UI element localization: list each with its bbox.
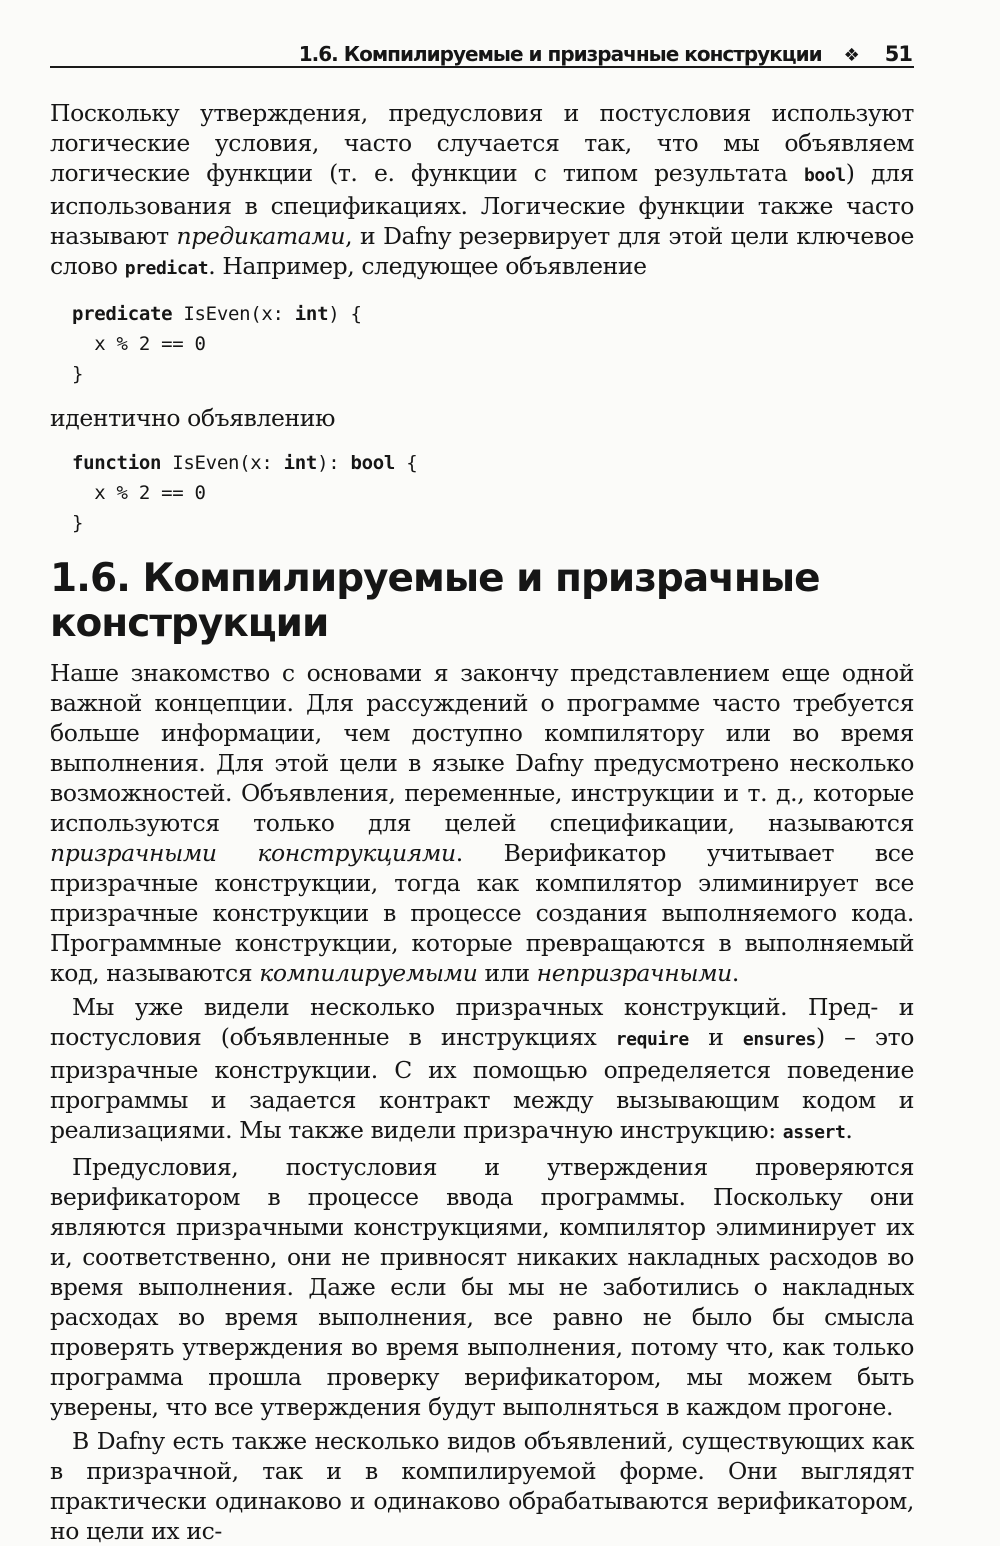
- running-title: 1.6. Компилируемые и призрачные конструкции: [298, 42, 822, 66]
- paragraph-verification: Предусловия, постусловия и утверждения проверяются верификатором в процессе ввода программы. Поскольку они являются призрачными конструкциями, компилятор элиминирует их и, соответственно, они не привносят никаких накладных расходов во время выполнения. Даже если бы мы не заботились о накладных расходах во время выполнения, все равно не было бы смысла проверять утверждения во время выполнения, потому что, как только программа прошла проверку верификатором, мы можем быть уверены, что все утверждения будут выполняться в каждом прогоне.: [50, 1153, 914, 1421]
- inline-code-ensures: ensures: [742, 1029, 816, 1050]
- code-block-predicate: [72, 299, 914, 389]
- inline-code-predicat: predicat: [124, 258, 209, 279]
- inline-code-require: require: [615, 1029, 689, 1050]
- inline-code-bool: bool: [803, 165, 846, 186]
- paragraph-declarations: В Dafny есть также несколько видов объявлений, существующих как в призрачной, так и в компилируемой форме. Они выглядят практически одинаково и одинаково обрабатываются верификатором, но цели их ис-: [50, 1427, 914, 1545]
- paragraph-identical: идентично объявлению: [50, 404, 336, 432]
- code-line: predicate IsEven(x: int) {: [72, 303, 362, 325]
- paragraph-ghost-intro: Наше знакомство с основами я закончу представлением еще одной важной концепции. Для рассуждений о программе часто требуется больше информации, чем доступно компилятору или во время выполнения. Для этой цели в языке Dafny предусмотрено несколько возможностей. Объявления, переменные, инструкции и т. д., которые используются только для целей спецификации, называются призрачными конструкциями. Верификатор учитывает все призрачные конструкции, тогда как компилятор элиминирует все призрачные конструкции в процессе создания выполняемого кода. Программные конструкции, которые превращаются в выполняемый код, называются компилируемыми или непризрачными.: [50, 659, 914, 987]
- paragraph-ghost-examples: Мы уже видели несколько призрачных конструкций. Пред- и постусловия (объявленные в инструкциях require и ensures) – это призрачные конструкции. С их помощью определяется поведение программы и задается контракт между вызывающим кодом и реализациями. Мы также видели призрачную инструкцию: assert.: [50, 993, 914, 1144]
- code-line: }: [72, 512, 84, 534]
- running-header: [50, 36, 914, 68]
- code-line: }: [72, 363, 84, 385]
- code-block-function: [72, 448, 914, 538]
- code-line: x % 2 == 0: [72, 482, 206, 504]
- section-heading: 1.6. Компилируемые и призрачные конструкции: [50, 556, 820, 646]
- page-body: [50, 98, 914, 1546]
- page-number: 51: [884, 42, 912, 66]
- paragraph-predicates: Поскольку утверждения, предусловия и постусловия используют логические условия, часто случается так, что мы объявляем логические функции (т. е. функции с типом результата bool) для использования в спецификациях. Логические функции также часто называют предикатами, и Dafny резервирует для этой цели ключевое слово predicat. Например, следующее объявление: [50, 99, 915, 280]
- code-line: function IsEven(x: int): bool {: [72, 452, 418, 474]
- ornament-icon: ❖: [843, 45, 859, 66]
- inline-code-assert: assert: [782, 1122, 846, 1143]
- code-line: x % 2 == 0: [72, 333, 206, 355]
- emphasis-predicates: предикатами: [176, 222, 346, 250]
